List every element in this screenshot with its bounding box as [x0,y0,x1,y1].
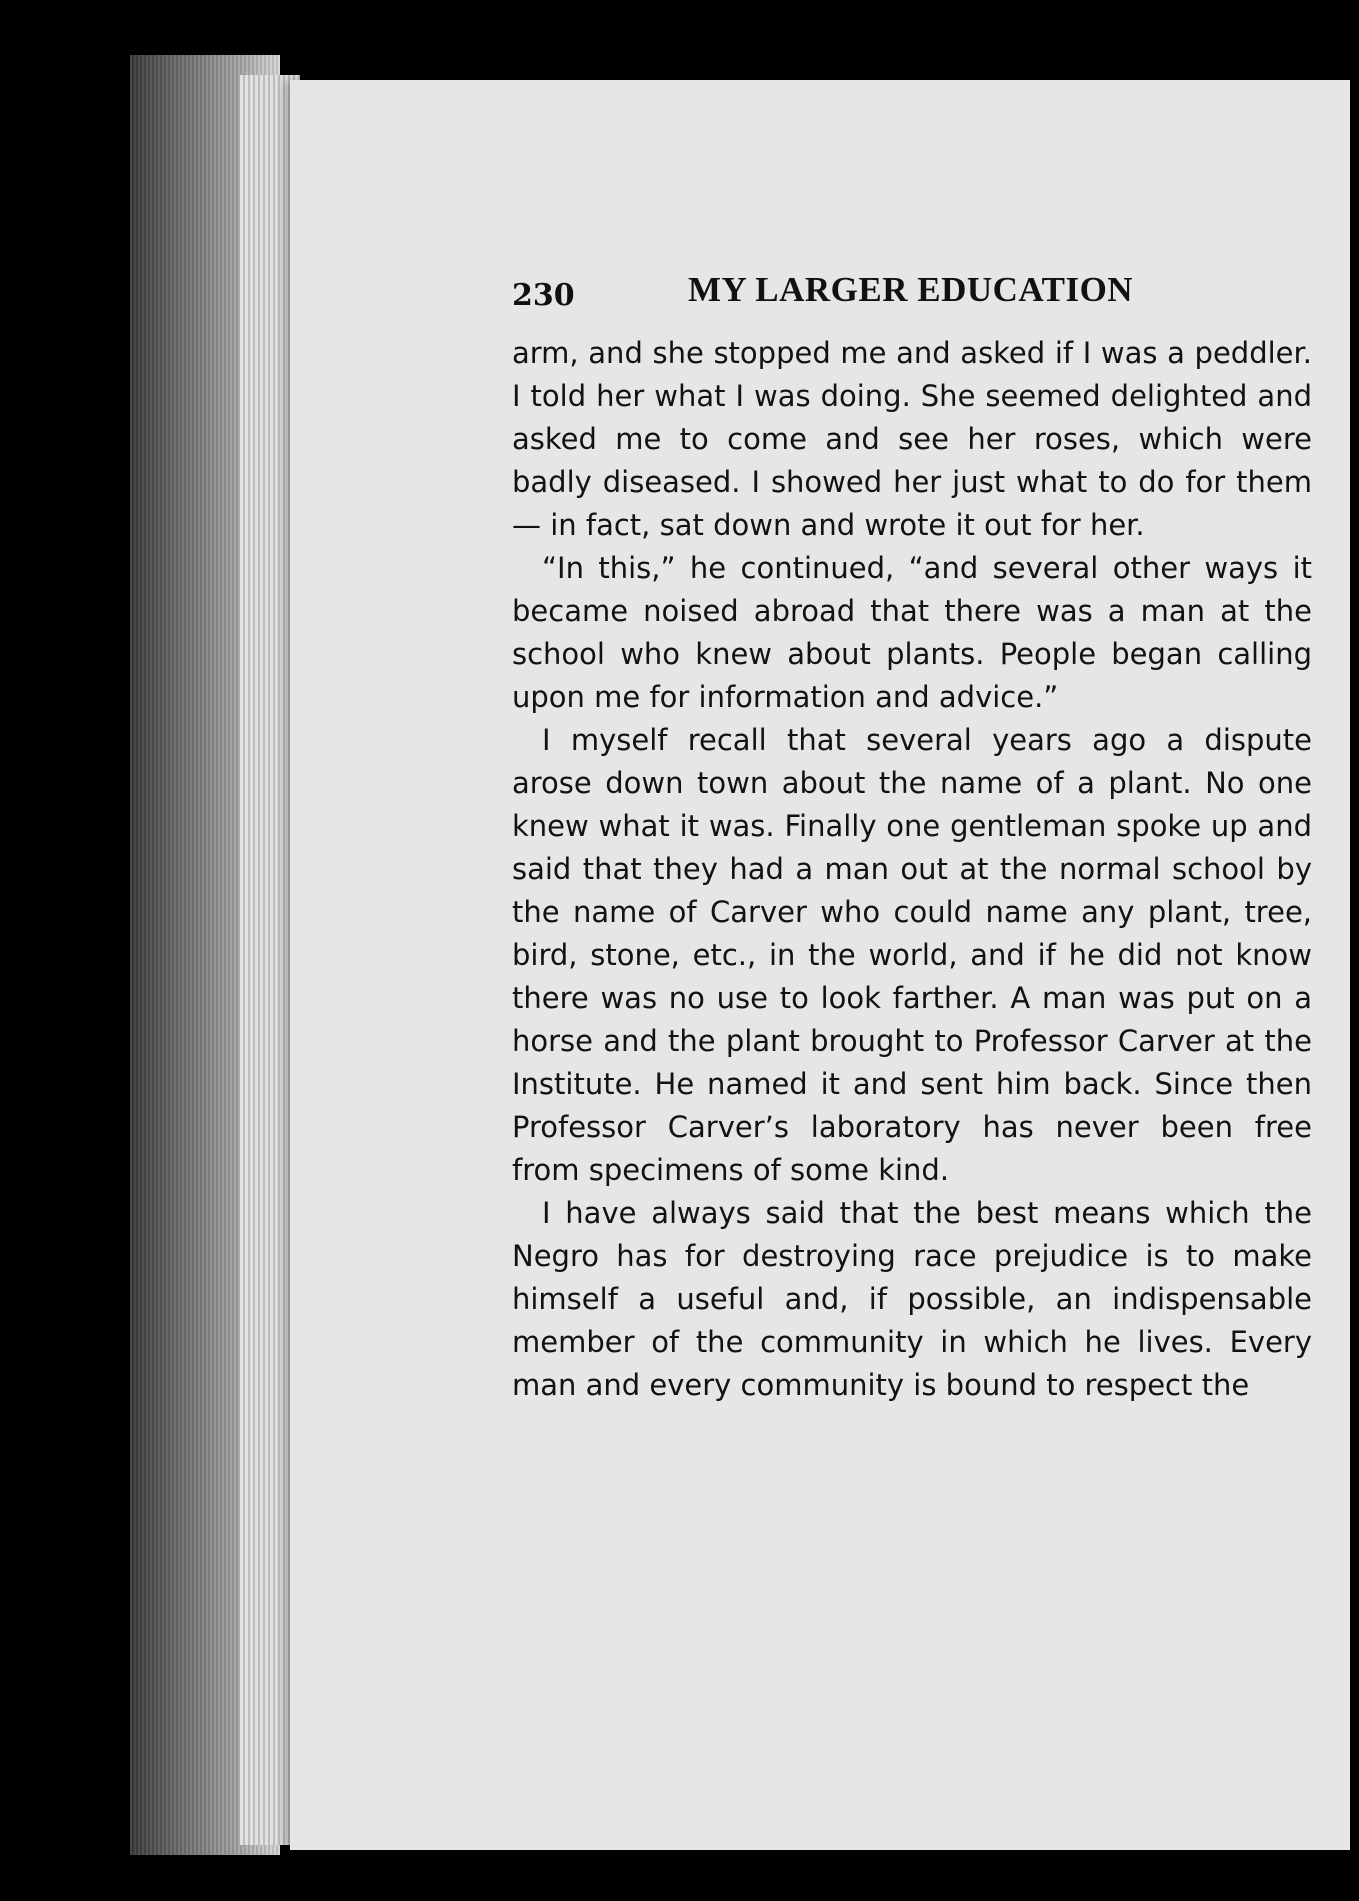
running-title: MY LARGER EDUCATION [688,270,1134,309]
page-number: 230 [512,278,575,313]
page-header [512,270,1312,330]
paragraph: I myself recall that several years ago a dispute arose down town about the name of a plant. No one knew what it was. Finally one gentleman spoke up and said that they had a man out at the normal school by the name of Carver who could name any plant, tree, bird, stone, etc., in the world, and if he did not know there was no use to look farther. A man was put on a horse and the plant brought to Professor Carver at the Institute. He named it and sent him back. Since then Professor Carver’s laboratory has never been free from specimens of some kind. [512,723,1312,1187]
paragraph: arm, and she stopped me and asked if I was a peddler. I told her what I was doing. She seemed delighted and asked me to come and see her roses, which were badly diseased. I showed her just what to do for them — in fact, sat down and wrote it out for her. [512,336,1312,542]
page-content [512,270,1312,1407]
book-page [290,80,1350,1850]
paragraph: “In this,” he continued, “and several other ways it became noised abroad that there was a man at the school who knew about plants. People began calling upon me for information and advice.” [512,551,1312,714]
body-text [512,332,1312,1407]
paragraph: I have always said that the best means which the Negro has for destroying race prejudice is to make himself a useful and, if possible, an indispensable member of the community in which he lives. Every man and every community is bound to respect the [512,1196,1312,1402]
